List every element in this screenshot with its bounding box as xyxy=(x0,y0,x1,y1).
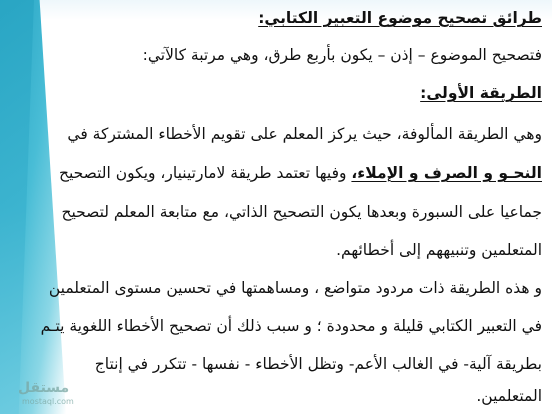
paragraph-2-line-2: في التعبير الكتابي قليلة و محدودة ؛ و سبب ذلك أن تصحيح الأخطاء اللغوية يتـم xyxy=(40,317,542,335)
watermark-logo xyxy=(14,380,74,408)
grammar-morphology-spelling-emphasis: النحـو و الصرف و الإملاء، xyxy=(351,164,542,182)
paragraph-2-line-1: و هذه الطريقة ذات مردود متواضع ، ومساهمتها في تحسين مستوى المتعلمين xyxy=(48,279,542,297)
paragraph-1-line-1: وهي الطريقة المألوفة، حيث يركز المعلم على تقويم الأخطاء المشتركة في xyxy=(67,125,542,143)
paragraph-2-line-4: المتعلمين. xyxy=(476,387,542,405)
paragraph-1-line-3: جماعيا على السبورة وبعدها يكون التصحيح الذاتي، مع متابعة المعلم لتصحيح xyxy=(61,203,542,221)
paragraph-1-line-2 xyxy=(59,163,542,183)
paragraph-1-line-4: المتعلمين وتنبيههم إلى أخطائهم. xyxy=(336,241,542,259)
intro-line: فتصحيح الموضوع – إذن – يكون بأربع طرق، وهي مرتبة كالآتي: xyxy=(142,46,542,64)
method-1-heading: الطريقة الأولى: xyxy=(420,84,542,102)
watermark-latin: mostaql.com xyxy=(22,397,74,406)
paragraph-1-line-2-rest: وفيها تعتمد طريقة لامارتينيار، ويكون التصحيح xyxy=(58,164,352,182)
document-title: طرائق تصحيح موضوع التعبير الكتابي: xyxy=(258,9,542,27)
watermark-arabic: مستقل xyxy=(18,380,70,396)
paragraph-2-line-3: بطريقة آلية- في الغالب الأعم- وتظل الأخطاء - نفسها - تتكرر في إنتاج xyxy=(94,355,542,373)
